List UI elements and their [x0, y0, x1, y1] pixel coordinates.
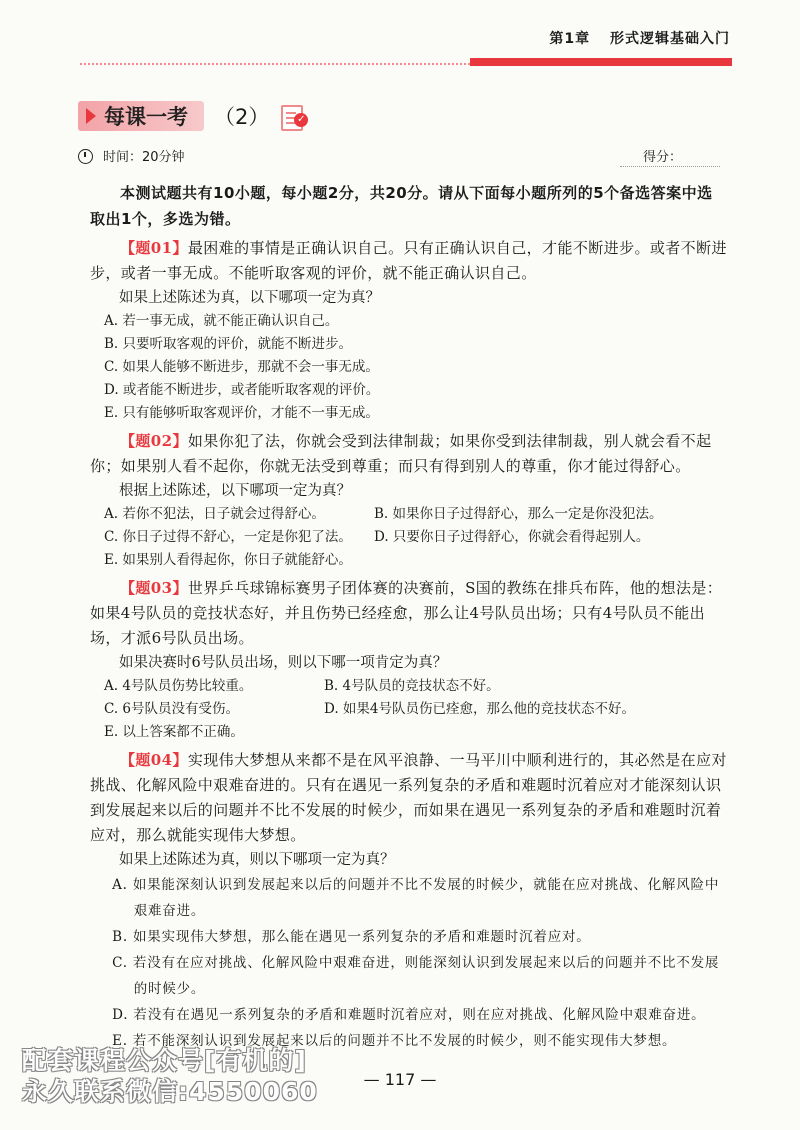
title-number: （2） — [214, 105, 270, 129]
watermark-line-1: 配套课程公众号[有机的] — [22, 1046, 307, 1075]
option-d: D. 若没有在遇见一系列复杂的矛盾和难题时沉着应对，则在应对挑战、化解风险中艰难奋进。 — [112, 1007, 706, 1023]
option-a: A. 若你不犯法，日子就会过得舒心。 — [104, 506, 325, 522]
question-ask: 根据上述陈述，以下哪项一定为真？ — [119, 483, 351, 499]
option-list — [90, 872, 728, 1054]
question-text: 如果你犯了法，你就会受到法律制裁；如果你受到法律制裁，别人就会看不起你；如果别人看不起你，你就无法受到尊重；而只有得到别人的尊重，你才能过得舒心。 — [90, 432, 712, 475]
test-paper-check-icon: ✓ — [281, 103, 309, 129]
question-stem — [90, 748, 728, 848]
score-blank-line — [620, 166, 720, 167]
option-c: C. 如果人能够不断进步，那就不会一事无成。 — [104, 359, 379, 375]
quiz-title — [78, 100, 309, 132]
chapter-title: 形式逻辑基础入门 — [610, 31, 730, 47]
watermark-line-2: 永久联系微信:4550060 — [22, 1077, 318, 1106]
question-label: 【题01】 — [120, 239, 188, 257]
title-badge — [78, 101, 204, 131]
option-a: A. 如果能深刻认识到发展起来以后的问题并不比不发展的时候少，就能在应对挑战、化解风险中艰难奋进。 — [112, 877, 720, 919]
question-ask: 如果上述陈述为真，以下哪项一定为真？ — [119, 290, 380, 306]
option-e: E. 如果别人看得起你，你日子就能舒心。 — [104, 552, 352, 568]
option-b: B. 4号队员的竞技状态不好。 — [324, 678, 500, 694]
question-stem — [90, 576, 728, 651]
option-d: D. 如果4号队员伤已痊愈，那么他的竞技状态不好。 — [324, 701, 636, 717]
question-label: 【题02】 — [120, 432, 188, 450]
option-d: D. 或者能不断进步，或者能听取客观的评价。 — [104, 382, 380, 398]
chapter-number: 第1章 — [549, 31, 591, 47]
option-e: E. 只有能够听取客观评价，才能不一事无成。 — [104, 405, 379, 421]
question-text: 最困难的事情是正确认识自己。只有正确认识自己，才能不断进步。或者不断进步，或者一事无成。不能听取客观的评价，就不能正确认识自己。 — [90, 239, 727, 282]
question-ask: 如果决赛时6号队员出场，则以下哪一项肯定为真？ — [119, 655, 448, 671]
option-b: B. 如果你日子过得舒心，那么一定是你没犯法。 — [374, 506, 663, 522]
watermark — [22, 1045, 318, 1107]
option-list — [90, 503, 728, 572]
quiz-content — [90, 180, 728, 1054]
option-list — [90, 675, 728, 744]
option-c: C. 6号队员没有受伤。 — [104, 701, 240, 717]
question-02 — [90, 429, 728, 572]
option-b: B. 如果实现伟大梦想，那么能在遇见一系列复杂的矛盾和难题时沉着应对。 — [112, 929, 591, 945]
question-04 — [90, 748, 728, 1054]
header-red-bar — [470, 58, 732, 66]
quiz-meta — [78, 146, 718, 165]
question-label: 【题03】 — [120, 579, 188, 597]
option-b: B. 只要听取客观的评价，就能不断进步。 — [104, 336, 353, 352]
clock-icon — [78, 149, 93, 164]
option-a: A. 4号队员伤势比较重。 — [104, 678, 253, 694]
option-a: A. 若一事无成，就不能正确认识自己。 — [104, 313, 339, 329]
question-03 — [90, 576, 728, 744]
question-stem — [90, 236, 728, 286]
option-e: E. 以上答案都不正确。 — [104, 724, 244, 740]
option-e: E. 若不能深刻认识到发展起来以后的问题并不比不发展的时候少，则不能实现伟大梦想。 — [112, 1033, 677, 1049]
question-label: 【题04】 — [120, 751, 188, 769]
option-d: D. 只要你日子过得舒心，你就会看得起别人。 — [374, 529, 650, 545]
score-label: 得分： — [643, 150, 683, 165]
chapter-header — [549, 28, 730, 48]
question-01 — [90, 236, 728, 425]
question-text: 世界乒乓球锦标赛男子团体赛的决赛前，S国的教练在排兵布阵，他的想法是：如果4号队员的竞技状态好，并且伤势已经痊愈，那么让4号队员出场；只有4号队员不能出场，才派6号队员出场。 — [90, 579, 723, 647]
option-c: C. 你日子过得不舒心，一定是你犯了法。 — [104, 529, 352, 545]
question-stem — [90, 429, 728, 479]
option-list — [90, 310, 728, 425]
question-text: 实现伟大梦想从来都不是在风平浪静、一马平川中顺利进行的，其必然是在应对挑战、化解风险中艰难奋进的。只有在遇见一系列复杂的矛盾和难题时沉着应对才能深刻认识到发展起来以后的问题并不比不发展的时候少，而如果在遇见一系列复杂的矛盾和难题时沉着应对，那么就能实现伟大梦想。 — [90, 751, 727, 844]
option-c: C. 若没有在应对挑战、化解风险中艰难奋进，则能深刻认识到发展起来以后的问题并不比不发展的时候少。 — [112, 955, 720, 997]
page-number: — 117 — — [363, 1070, 437, 1089]
time-limit: 时间：20分钟 — [103, 150, 185, 165]
title-text: 每课一考 — [104, 105, 188, 129]
question-ask: 如果上述陈述为真，则以下哪项一定为真？ — [119, 852, 395, 868]
play-triangle-icon — [86, 108, 96, 124]
instructions: 本测试题共有10小题，每小题2分，共20分。请从下面每小题所列的5个备选答案中选取出1个，多选为错。 — [90, 184, 713, 228]
